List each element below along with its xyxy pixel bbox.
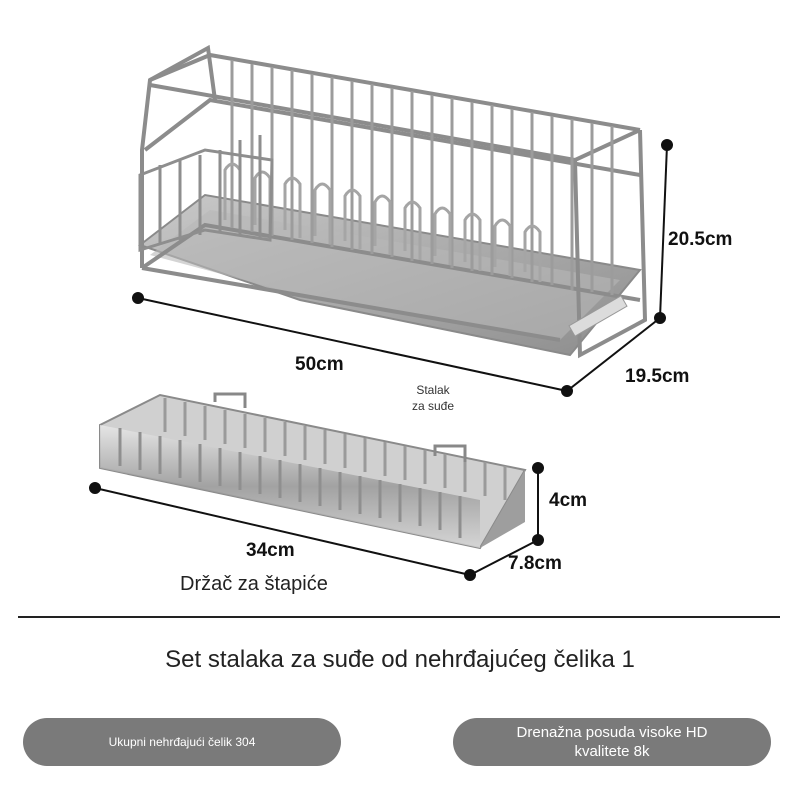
- feature-badge-tray-label: Drenažna posuda visoke HD kvalitete 8k: [516, 724, 708, 760]
- holder-caption: Držač za štapiće: [180, 573, 328, 595]
- feature-badge-tray: [453, 718, 771, 766]
- holder-height-label: 4cm: [549, 490, 588, 511]
- section-divider: [18, 616, 780, 618]
- holder-width-label: 34cm: [246, 540, 295, 561]
- dimension-endpoint: [133, 293, 143, 303]
- dimension-endpoint: [533, 463, 543, 473]
- dimension-endpoint: [90, 483, 100, 493]
- rack-height-label: 20.5cm: [668, 229, 733, 250]
- rack-width-label: 50cm: [295, 354, 344, 375]
- rack-name-note: [398, 382, 468, 414]
- feature-badge-steel: [23, 718, 341, 766]
- dimension-endpoint: [662, 140, 672, 150]
- rack-depth-label: 19.5cm: [625, 366, 690, 387]
- chopstick-holder-image: [100, 394, 525, 548]
- rack-name-line1: Stalak: [416, 383, 450, 397]
- rack-name-line2: za suđe: [411, 399, 455, 413]
- feature-badge-steel-label: Ukupni nehrđajući čelik 304: [108, 735, 256, 749]
- dish-rack-image: [140, 48, 645, 355]
- page-title: Set stalaka za suđe od nehrđajućeg čelika 1: [165, 646, 635, 673]
- holder-depth-label: 7.8cm: [508, 553, 562, 574]
